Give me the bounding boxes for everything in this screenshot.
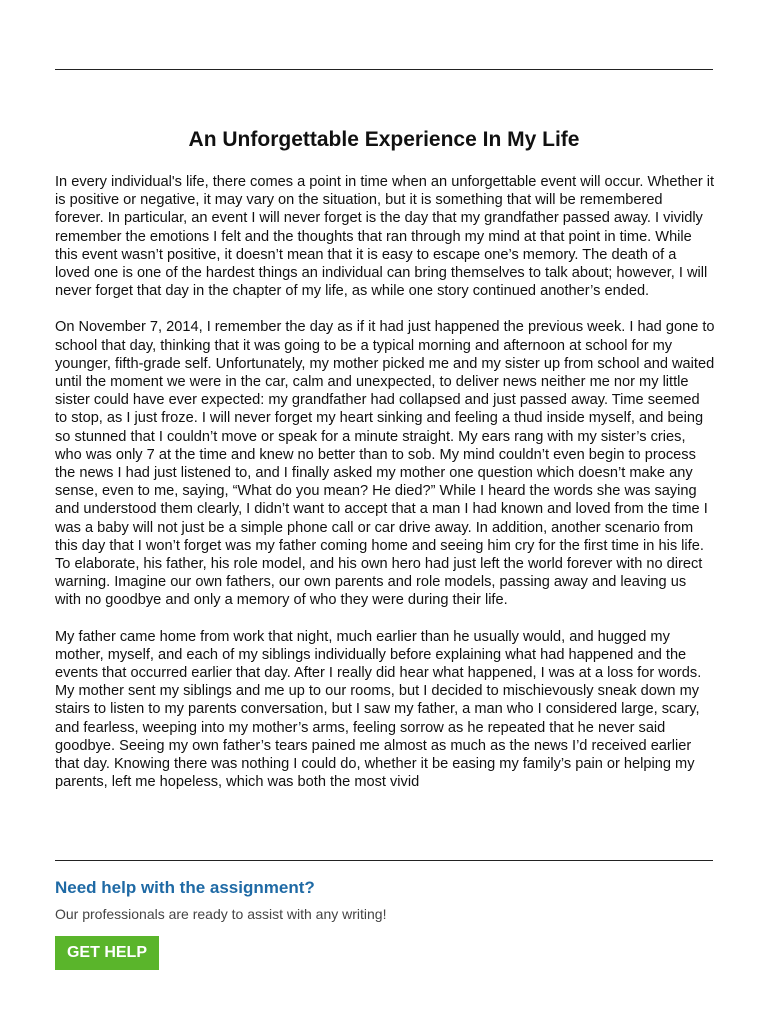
top-divider [55, 69, 713, 70]
paragraph: In every individual's life, there comes a point in time when an unforgettable event will occur. Whether it is positive or negative, it may vary on the situation, but it is something that will be remembered forever. In particular, an event I will never forget is the day that my grandfather passed away. I vividly remember the emotions I felt and the thoughts that ran through my mind at that point in time. While this event wasn’t positive, it doesn’t mean that it is easy to escape one’s memory. The death of a loved one is one of the hardest things an individual can bring themselves to talk about; however, I will never forget that day in the chapter of my life, as while one story continued another’s ended. [55, 174, 715, 300]
paragraph: On November 7, 2014, I remember the day as if it had just happened the previous week. I had gone to school that day, thinking that it was going to be a typical morning and afternoon at school for my younger, fifth-grade self. Unfortunately, my mother picked me and my sister up from school and waited until the moment we were in the car, calm and unexpected, to deliver news neither me nor my little sister could have ever expected: my grandfather had collapsed and just passed away. Time seemed to stop, as I just froze. I will never forget my heart sinking and feeling a thud inside myself, and being so stunned that I couldn’t move or speak for a minute straight. My ears rang with my sister’s cries, who was only 7 at the time and knew no better than to sob. My mind couldn’t even begin to process the news I had just listened to, and I finally asked my mother one question which doesn’t make any sense, even to me, saying, “What do you mean? He died?” While I heard the words she was saying and understood them clearly, I didn’t want to accept that a man I had known and loved from the time I was a baby will not just be a simple phone call or car drive away. In addition, another scenario from this day that I won’t forget was my father coming home and seeing him cry for the first time in his life. To elaborate, his father, his role model, and his own hero had just left the world forever with no direct warning. Imagine our own fathers, our own parents and role models, passing away and leaving us with no goodbye and only a memory of who they were during their life. [55, 319, 715, 609]
document-title: An Unforgettable Experience In My Life [188, 128, 580, 151]
paragraph: My father came home from work that night, much earlier than he usually would, and hugged my mother, myself, and each of my siblings individually before explaining what had happened and the events that occurred earlier that day. After I really did hear what happened, I was at a loss for words. My mother sent my siblings and me up to our rooms, but I decided to mischievously sneak down my stairs to listen to my parents conversation, but I saw my father, a man who I considered large, scary, and fearless, weeping into my mother’s arms, feeling sorrow as he repeated that he never said goodbye. Seeing my own father’s tears pained me almost as much as the news I’d received earlier that day. Knowing there was nothing I could do, whether it be easing my family’s pain or helping my parents, left me hopeless, which was both the most vivid [55, 628, 702, 791]
help-subtext: Our professionals are ready to assist with any writing! [55, 906, 387, 922]
get-help-button[interactable]: GET HELP [55, 936, 159, 970]
help-heading: Need help with the assignment? [55, 878, 315, 897]
bottom-divider [55, 860, 713, 861]
document-body [55, 173, 715, 810]
